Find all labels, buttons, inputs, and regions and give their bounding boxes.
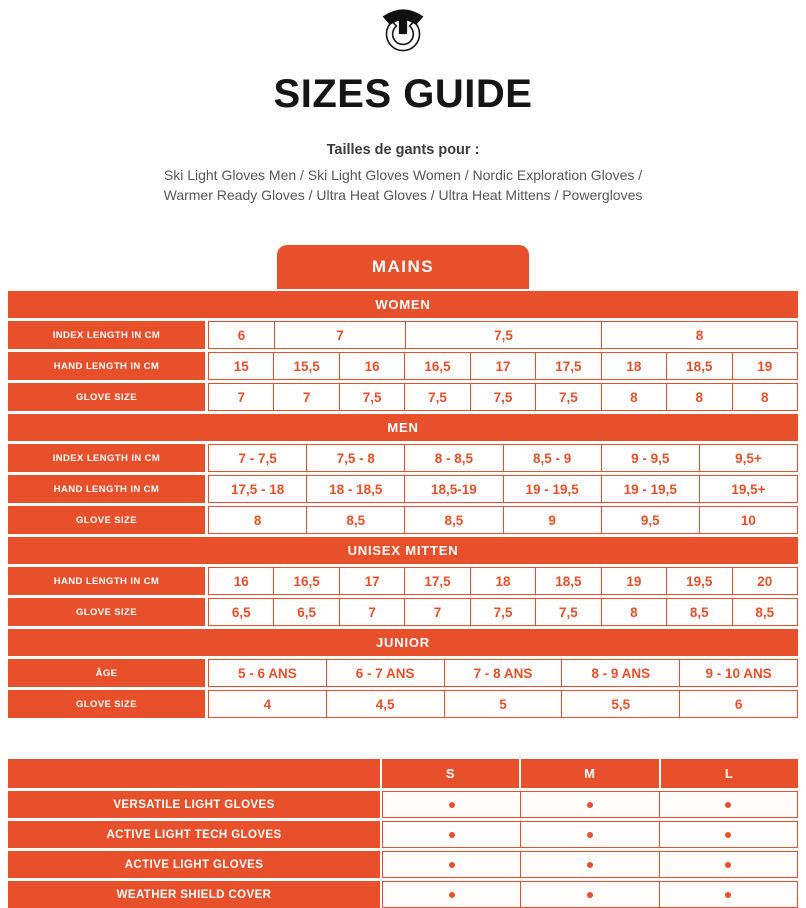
dot-icon: [587, 862, 593, 868]
product-list-line-1: Ski Light Gloves Men / Ski Light Gloves Women / Nordic Exploration Gloves /: [163, 167, 643, 183]
dot-icon: [449, 892, 455, 898]
size-cell: 18: [471, 568, 536, 594]
dot-icon: [587, 832, 593, 838]
dot-icon: [725, 892, 731, 898]
brand-logo: [0, 0, 806, 60]
size-cell: 19 - 19,5: [504, 476, 602, 502]
size-cell: 10: [740, 512, 756, 528]
size-cell: 5,5: [562, 691, 680, 717]
size-cell: 9 - 10 ANS: [705, 665, 772, 681]
size-cell: 8,5: [667, 599, 732, 625]
size-cell: 19: [602, 568, 667, 594]
table-row: [8, 352, 798, 380]
size-cell: 6,5: [274, 599, 339, 625]
size-cell: 17: [471, 353, 536, 379]
availability-row-cells: [382, 791, 798, 818]
row-cells: [208, 506, 798, 534]
size-cell: 9: [504, 507, 602, 533]
size-cell: 18,5: [667, 353, 732, 379]
availability-cell: [383, 792, 521, 817]
row-cells: [208, 659, 798, 687]
page-title: SIZES GUIDE: [273, 72, 533, 116]
size-cell: 8,5 - 9: [504, 445, 602, 471]
dot-icon: [587, 802, 593, 808]
size-cell: 7: [405, 599, 470, 625]
thermic-t-logo-icon: [372, 5, 434, 60]
row-label: GLOVE SIZE: [8, 383, 205, 411]
size-cell: 16: [340, 353, 405, 379]
row-cells: [208, 598, 798, 626]
availability-header-cell-l: L: [661, 759, 798, 788]
availability-cell: [383, 852, 521, 877]
size-cell: 16,5: [274, 568, 339, 594]
size-cell: 16,5: [405, 353, 470, 379]
size-cell: 9,5+: [735, 450, 762, 466]
size-cell: 5 - 6 ANS: [209, 660, 327, 686]
availability-cell: [383, 882, 521, 907]
row-label: HAND LENGTH IN CM: [8, 352, 205, 380]
size-cell: 18,5-19: [405, 476, 503, 502]
availability-row: [8, 791, 798, 818]
dot-icon: [587, 892, 593, 898]
size-cell: 8 - 9 ANS: [562, 660, 680, 686]
availability-row-label: VERSATILE LIGHT GLOVES: [8, 791, 380, 818]
size-cell: 17: [340, 568, 405, 594]
size-cell: 4: [209, 691, 327, 717]
size-cell: 7 - 7,5: [209, 445, 307, 471]
size-cell: 20: [757, 573, 773, 589]
availability-cell: [521, 852, 659, 877]
size-cell: 8: [695, 327, 704, 343]
size-table: [8, 291, 798, 718]
row-label: INDEX LENGTH IN CM: [8, 321, 205, 349]
size-cell: 8,5: [755, 604, 775, 620]
row-cells: [208, 475, 798, 503]
availability-table: [8, 759, 798, 908]
size-cell: 8 - 8,5: [405, 445, 503, 471]
availability-cell: [660, 882, 797, 907]
size-cell: 7,5: [340, 384, 405, 410]
table-row: [8, 659, 798, 687]
row-label: INDEX LENGTH IN CM: [8, 444, 205, 472]
size-cell: 5: [445, 691, 563, 717]
availability-row-label: ACTIVE LIGHT TECH GLOVES: [8, 821, 380, 848]
size-cell: 7,5: [406, 322, 602, 348]
size-cell: 6,5: [209, 599, 274, 625]
table-row: [8, 383, 798, 411]
table-row: [8, 567, 798, 595]
size-cell: 19: [757, 358, 773, 374]
section-header-women: WOMEN: [8, 291, 798, 318]
availability-row-label: ACTIVE LIGHT GLOVES: [8, 851, 380, 878]
availability-row-cells: [382, 821, 798, 848]
section-header-men: MEN: [8, 414, 798, 441]
size-cell: 6: [209, 322, 275, 348]
size-cell: 17,5: [405, 568, 470, 594]
dot-icon: [449, 802, 455, 808]
size-cell: 7,5: [536, 384, 601, 410]
table-row: [8, 444, 798, 472]
size-cell: 7 - 8 ANS: [445, 660, 563, 686]
size-cell: 7: [274, 384, 339, 410]
row-label: GLOVE SIZE: [8, 506, 205, 534]
size-cell: 19 - 19,5: [602, 476, 700, 502]
size-cell: 7,5: [405, 384, 470, 410]
size-cell: 18,5: [536, 568, 601, 594]
subtitle-heading: Tailles de gants pour :: [326, 142, 480, 158]
table-row: [8, 506, 798, 534]
size-cell: 8,5: [405, 507, 503, 533]
row-label: GLOVE SIZE: [8, 690, 205, 718]
size-cell: 7,5: [471, 384, 536, 410]
size-cell: 15: [209, 353, 274, 379]
availability-cell: [660, 792, 797, 817]
row-cells: [208, 352, 798, 380]
availability-row: [8, 821, 798, 848]
availability-cell: [521, 822, 659, 847]
size-cell: 8: [760, 389, 769, 405]
size-cell: 16: [209, 568, 274, 594]
dot-icon: [725, 862, 731, 868]
table-row: [8, 598, 798, 626]
row-label: HAND LENGTH IN CM: [8, 475, 205, 503]
tab-mains[interactable]: MAINS: [277, 245, 529, 289]
size-cell: 9 - 9,5: [602, 445, 700, 471]
table-row: [8, 690, 798, 718]
size-cell: 8: [602, 384, 667, 410]
size-cell: 4,5: [327, 691, 445, 717]
size-cell: 19,5: [667, 568, 732, 594]
dot-icon: [725, 832, 731, 838]
section-header-unisex-mitten: UNISEX MITTEN: [8, 537, 798, 564]
row-cells: [208, 444, 798, 472]
size-cell: 17,5: [536, 353, 601, 379]
size-cell: 8,5: [307, 507, 405, 533]
size-cell: 8: [667, 384, 732, 410]
size-cell: 15,5: [274, 353, 339, 379]
size-cell: 19,5+: [731, 481, 766, 497]
size-cell: 7,5: [536, 599, 601, 625]
availability-header-spacer: [8, 759, 380, 788]
row-label: HAND LENGTH IN CM: [8, 567, 205, 595]
availability-cell: [521, 882, 659, 907]
size-cell: 7: [340, 599, 405, 625]
size-cell: 7,5 - 8: [307, 445, 405, 471]
size-cell: 8: [602, 599, 667, 625]
dot-icon: [449, 832, 455, 838]
row-label: ÂGE: [8, 659, 205, 687]
row-label: GLOVE SIZE: [8, 598, 205, 626]
availability-header-row: [8, 759, 798, 788]
availability-header-cell-s: S: [382, 759, 519, 788]
section-header-junior: JUNIOR: [8, 629, 798, 656]
product-list-line-2: Warmer Ready Gloves / Ultra Heat Gloves / Ultra Heat Mittens / Powergloves: [163, 187, 643, 203]
availability-cell: [660, 852, 797, 877]
availability-header-cell-m: M: [521, 759, 658, 788]
size-cell: 6: [734, 696, 743, 712]
size-cell: 7,5: [471, 599, 536, 625]
table-row: [8, 321, 798, 349]
subtitle-block: [0, 142, 806, 205]
row-cells: [208, 321, 798, 349]
size-cell: 7: [275, 322, 406, 348]
dot-icon: [449, 862, 455, 868]
size-cell: 18 - 18,5: [307, 476, 405, 502]
row-cells: [208, 690, 798, 718]
size-cell: 17,5 - 18: [209, 476, 307, 502]
availability-cell: [660, 822, 797, 847]
availability-cell: [521, 792, 659, 817]
dot-icon: [725, 802, 731, 808]
size-cell: 18: [602, 353, 667, 379]
availability-row-label: WEATHER SHIELD COVER: [8, 881, 380, 908]
row-cells: [208, 567, 798, 595]
availability-row-cells: [382, 851, 798, 878]
size-cell: 7: [209, 384, 274, 410]
table-row: [8, 475, 798, 503]
size-cell: 8: [209, 507, 307, 533]
availability-row: [8, 851, 798, 878]
row-cells: [208, 383, 798, 411]
availability-cell: [383, 822, 521, 847]
size-cell: 6 - 7 ANS: [327, 660, 445, 686]
size-cell: 9,5: [602, 507, 700, 533]
